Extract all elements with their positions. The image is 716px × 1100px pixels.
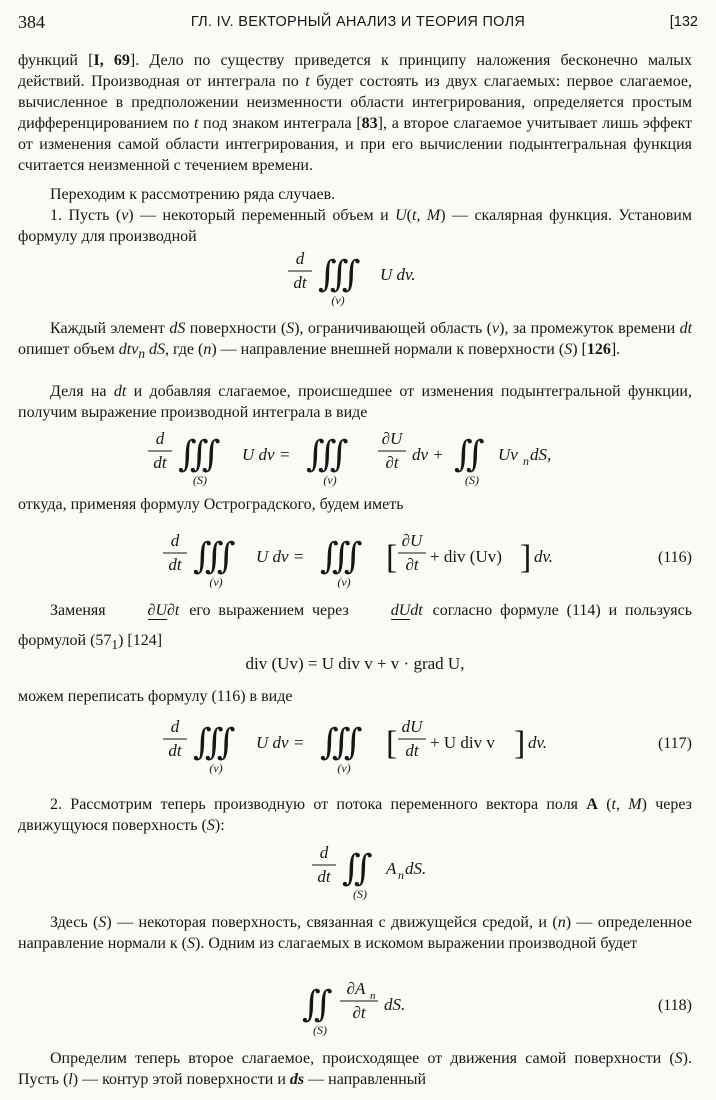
svg-text:∂t: ∂t [405, 555, 419, 574]
running-title: ГЛ. IV. ВЕКТОРНЫЙ АНАЛИЗ И ТЕОРИЯ ПОЛЯ [190, 14, 526, 30]
formula-6-svg [18, 838, 692, 902]
paragraph-11: Определим теперь второе слагаемое, происходящее от движения самой поверхности (S). Пусть (l) — контур этой поверхности и ds — направленный [18, 1050, 692, 1088]
f1-integrand: U dv. [380, 265, 416, 284]
svg-text:+ U div v: + U div v [430, 733, 495, 752]
inline-fraction-total: dUdt [390, 602, 423, 620]
formula-3-svg [18, 526, 692, 590]
f1-domain: (v) [331, 293, 345, 307]
inline-fraction-partial: ∂U∂t [147, 602, 180, 620]
paragraph-10: Здесь (S) — некоторая поверхность, связанная с движущейся средой, и (n) — определенное направление нормали к (S). Одним из слагаемых в искомом выражении производной будет [18, 914, 693, 952]
formula-118 [18, 974, 692, 1038]
svg-text:n: n [398, 868, 404, 882]
formula-derivative-volume [18, 244, 692, 308]
paragraph-4: Каждый элемент dS поверхности (S), ограничивающей область (v), за промежуток времени dt опишет объем dtv$_n$ dS, где (n) — направление внешней нормали к поверхности (S) [126]. [18, 320, 693, 362]
page-number: 384 [18, 12, 45, 32]
svg-text:(v): (v) [337, 761, 351, 775]
svg-text:(v): (v) [209, 761, 223, 775]
formula-flux-derivative [18, 838, 692, 902]
paragraph-8: можем переписать формулу (116) в виде [18, 688, 293, 705]
svg-text:∭: ∭ [320, 722, 363, 762]
svg-text:∂U: ∂U [381, 429, 403, 448]
svg-text:n: n [523, 454, 529, 468]
svg-text:∂A: ∂A [346, 979, 366, 998]
svg-text:∭: ∭ [178, 434, 221, 474]
svg-text:d: d [170, 531, 180, 550]
svg-text:d: d [319, 843, 329, 862]
svg-text:dS.: dS. [405, 859, 427, 878]
formula-div-identity: div (Uv) = U div v + v · grad U, [245, 654, 465, 673]
svg-text:]: ] [520, 539, 532, 576]
svg-text:dv +: dv + [412, 445, 444, 464]
svg-text:∂U: ∂U [401, 531, 423, 550]
section-ref: [132 [669, 14, 698, 30]
svg-text:(v): (v) [323, 473, 337, 487]
svg-text:dS.: dS. [384, 995, 406, 1014]
svg-text:dU: dU [401, 717, 423, 736]
equation-number-116: (116) [657, 549, 692, 566]
paragraph-5: Деля на dt и добавляя слагаемое, происшедшее от изменения подынтегральной функции, получим выражение производной интеграла в виде [18, 383, 692, 421]
equation-number-117: (117) [657, 735, 692, 752]
svg-text:dv.: dv. [528, 733, 548, 752]
f1-dt: dt [293, 273, 307, 292]
formula-derivative-expansion [18, 424, 692, 488]
svg-text:∂t: ∂t [352, 1003, 366, 1022]
paragraph-9: 2. Рассмотрим теперь производную от потока переменного вектора поля A (t, M) через движущуюся поверхность (S): [18, 796, 692, 834]
paragraph-7: Заменяя ∂U∂t его выражением через dUdt согласно формуле (114) и пользуясь формулой $(57_1)$ [124] [18, 596, 692, 660]
svg-text:dS,: dS, [530, 445, 552, 464]
svg-text:]: ] [514, 725, 526, 762]
svg-text:∂t: ∂t [385, 453, 399, 472]
formula-2-svg [18, 424, 692, 488]
f1-triple-integral: ∭ [318, 254, 361, 294]
svg-text:U dv =: U dv = [256, 733, 305, 752]
formula-5-svg [18, 712, 692, 776]
svg-text:(S): (S) [465, 473, 479, 487]
svg-text:∬: ∬ [342, 848, 373, 888]
svg-text:∭: ∭ [193, 536, 236, 576]
svg-text:∭: ∭ [306, 434, 349, 474]
svg-text:(S): (S) [353, 887, 367, 901]
svg-text:(v): (v) [337, 575, 351, 589]
svg-text:dt: dt [317, 867, 331, 886]
svg-text:∬: ∬ [454, 434, 485, 474]
svg-text:(S): (S) [193, 473, 207, 487]
f1-d: d [295, 249, 305, 268]
svg-text:(v): (v) [209, 575, 223, 589]
svg-text:d: d [170, 717, 180, 736]
svg-text:∭: ∭ [193, 722, 236, 762]
paragraph-6: откуда, применяя формулу Остроградского, будем иметь [18, 496, 404, 513]
formula-117 [18, 712, 692, 776]
formula-1-svg [18, 244, 692, 308]
paragraph-3: 1. Пусть (v) — некоторый переменный объем и U(t, M) — скалярная функция. Установим формулу для производной [18, 207, 692, 245]
svg-text:∭: ∭ [320, 536, 363, 576]
svg-text:d: d [155, 429, 165, 448]
formula-7-svg [18, 974, 692, 1038]
svg-text:dt: dt [168, 555, 182, 574]
svg-text:[: [ [386, 539, 398, 576]
paragraph-2: Переходим к рассмотрению ряда случаев. [50, 186, 336, 203]
svg-text:dt: dt [405, 741, 419, 760]
svg-text:∬: ∬ [302, 984, 333, 1024]
svg-text:U dv =: U dv = [242, 445, 291, 464]
running-header [18, 12, 698, 38]
svg-text:+ div (Uv): + div (Uv) [430, 547, 502, 566]
paragraph-1: функций [I, 69]. Дело по существу приведется к принципу наложения бесконечно малых действий. Производная от интеграла по t будет состоять из двух слагаемых: первое слагаемое, вычисленное в предположении неизменности области интегрирования, определяется простым дифференцированием по t под знаком интеграла [83], а второе слагаемое учитывает лишь эффект от изменения самой области интегрирования, и при его вычислении подынтегральная функция считается неизменной с течением времени. [18, 52, 693, 174]
svg-text:U dv =: U dv = [256, 547, 305, 566]
svg-text:n: n [370, 990, 376, 1002]
svg-text:dv.: dv. [534, 547, 554, 566]
svg-text:[: [ [386, 725, 398, 762]
svg-text:(S): (S) [313, 1023, 327, 1037]
formula-116 [18, 526, 692, 590]
svg-text:dt: dt [153, 453, 167, 472]
svg-text:dt: dt [168, 741, 182, 760]
svg-text:A: A [386, 859, 397, 878]
svg-text:Uv: Uv [498, 445, 518, 464]
equation-number-118: (118) [657, 997, 692, 1014]
